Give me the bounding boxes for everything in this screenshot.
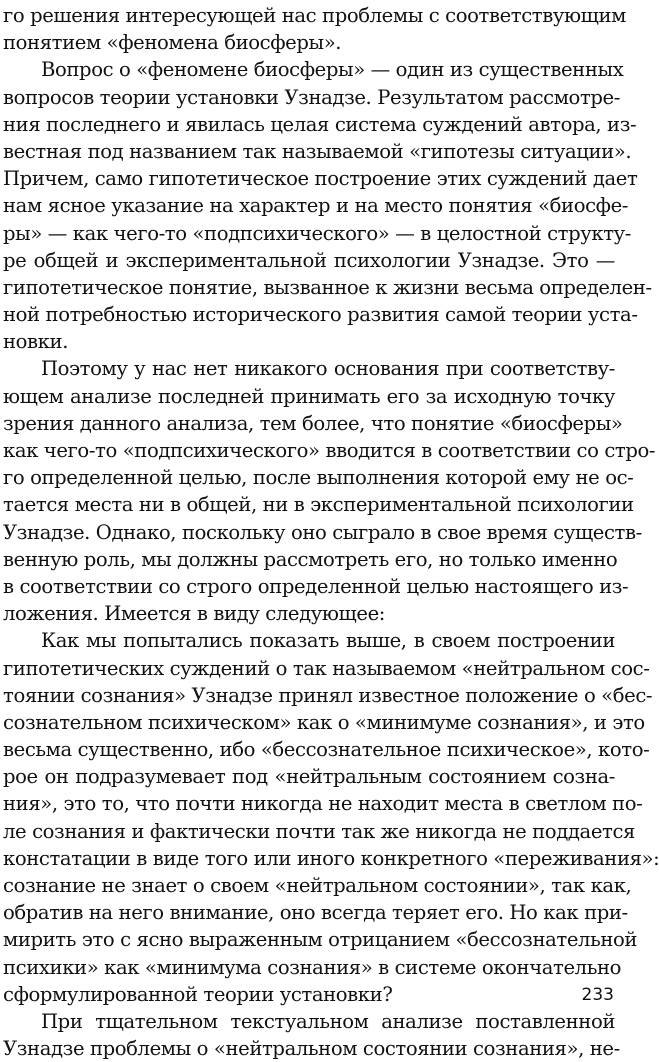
text-line: ре общей и экспериментальной психологии Узнадзе. Это —: [3, 248, 615, 272]
text-line: новки.: [3, 330, 69, 354]
text-line: При тщательном текстуальном анализе поставленной: [41, 1009, 615, 1033]
text-line: весьма существенно, ибо «бессознательное психическое», кото-: [3, 738, 650, 762]
text-line: гипотетических суждений о так называемом «нейтральном сос-: [3, 656, 650, 680]
text-line: понятием «феномена биосферы».: [3, 31, 342, 55]
text-line: тается места ни в общей, ни в экспериментальной психологии: [3, 493, 634, 517]
text-line: ния», это то, что почти никогда не находит места в светлом по-: [3, 792, 643, 816]
text-line: сознание не знает о своем «нейтральном состоянии», так как,: [3, 874, 632, 897]
text-line: вопросов теории установки Узнадзе. Результатом рассмотре-: [3, 85, 620, 109]
text-line: ющем анализе последней принимать его за исходную точку: [3, 384, 615, 408]
text-line: зрения данного анализа, тем более, что понятие «биосферы»: [3, 411, 623, 435]
page-number: 233: [581, 985, 614, 1005]
text-line: ложения. Имеется в виду следующее:: [3, 602, 385, 626]
text-line: констатации в виде того или иного конкретного «переживания»:: [3, 846, 659, 870]
text-line: ле сознания и фактически почти так же никогда не поддается: [3, 819, 635, 843]
text-line: венную роль, мы должны рассмотреть его, но только именно: [3, 547, 618, 571]
text-line: рое он подразумевает под «нейтральным состоянием созна-: [3, 765, 615, 789]
text-line: сформулированной теории установки?: [3, 982, 393, 1006]
text-body: [3, 2, 659, 1062]
text-line: го определенной целью, после выполнения которой ему не ос-: [3, 466, 634, 490]
text-line: го решения интересующей нас проблемы с соответствующим: [3, 4, 626, 27]
text-line: психики» как «минимума сознания» в системе окончательно: [3, 955, 622, 979]
text-line: вестная под названием так называемой «гипотезы ситуации».: [3, 139, 632, 163]
text-line: Причем, само гипотетическое построение этих суждений дает: [3, 167, 638, 191]
text-line: Вопрос о «феномене биосферы» — один из существенных: [41, 58, 624, 82]
text-line: обратив на него внимание, оно всегда теряет его. Но как при-: [3, 901, 628, 925]
text-line: Узнадзе проблемы о «нейтральном состоянии сознания», не-: [3, 1037, 620, 1061]
text-line: Как мы попытались показать выше, в своем построении: [41, 629, 615, 653]
text-line: гипотетическое понятие, вызванное к жизни весьма определен-: [3, 275, 652, 299]
text-line: как чего-то «подпсихического» вводится в соответствии со стро-: [3, 439, 656, 462]
text-line: сознательном психическом» как о «минимуме сознания», и это: [3, 710, 645, 734]
text-line: Поэтому у нас нет никакого основания при соответству-: [41, 357, 615, 381]
text-line: тоянии сознания» Узнадзе принял известное положение о «бес-: [3, 683, 653, 707]
text-line: в соответствии со строго определенной целью настоящего из-: [3, 574, 629, 598]
text-line: Узнадзе. Однако, поскольку оно сыграло в свое время существ-: [3, 520, 642, 544]
text-line: ры» — как чего-то «подпсихического» — в целостной структу-: [3, 221, 632, 245]
text-line: нам ясное указание на характер и на место понятия «биосфе-: [3, 194, 629, 218]
text-line: мирить это с ясно выраженным отрицанием «бессознательной: [3, 928, 638, 952]
text-line: ной потребностью исторического развития самой теории уста-: [3, 303, 638, 327]
text-line: ния последнего и явилась целая система суждений автора, из-: [3, 112, 637, 136]
